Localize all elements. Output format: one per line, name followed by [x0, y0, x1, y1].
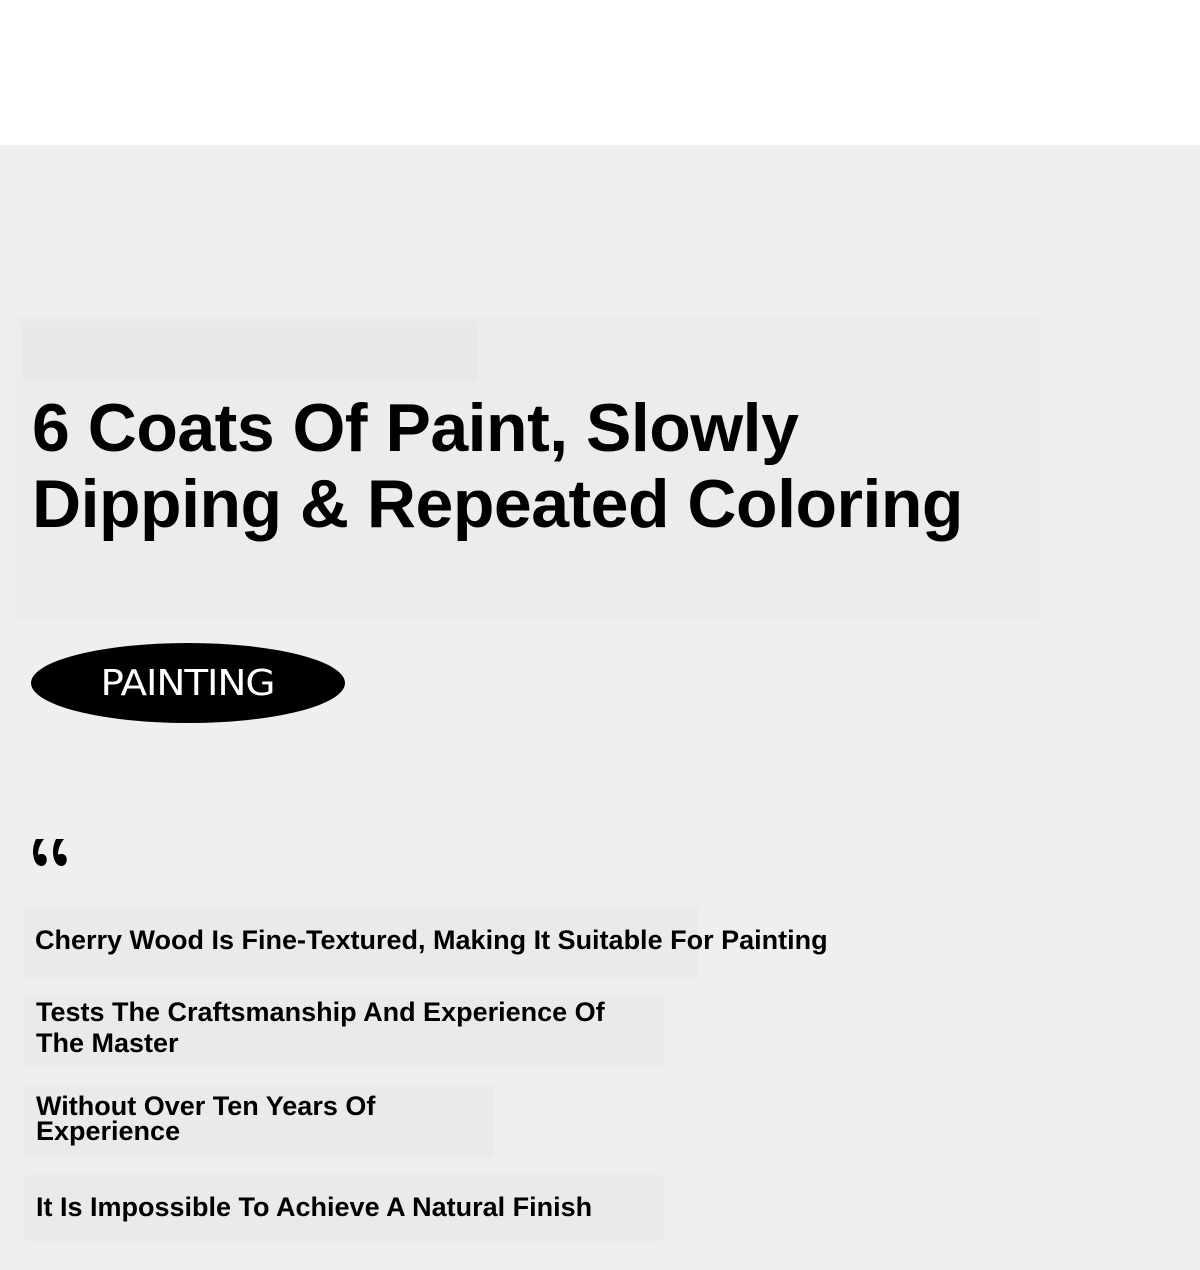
- quote-line: Cherry Wood Is Fine-Textured, Making It Suitable For Painting: [35, 925, 828, 955]
- title-panel-inner: [22, 321, 478, 381]
- page-title: [32, 390, 1032, 542]
- headline-line-2: Dipping & Repeated Coloring: [32, 466, 963, 542]
- headline-line-1: 6 Coats Of Paint, Slowly: [32, 390, 799, 466]
- quote-line: It Is Impossible To Achieve A Natural Finish: [36, 1192, 593, 1222]
- category-tag-button[interactable]: [31, 643, 345, 723]
- top-bar: [0, 0, 1200, 145]
- category-tag-label: PAINTING: [101, 662, 275, 704]
- quote-line: Without Over Ten Years Of Experience: [36, 1091, 376, 1146]
- quote-open-icon: [30, 827, 76, 879]
- main-section: [0, 145, 1200, 1270]
- quote-line: Tests The Craftsmanship And Experience Of The Master: [36, 997, 605, 1058]
